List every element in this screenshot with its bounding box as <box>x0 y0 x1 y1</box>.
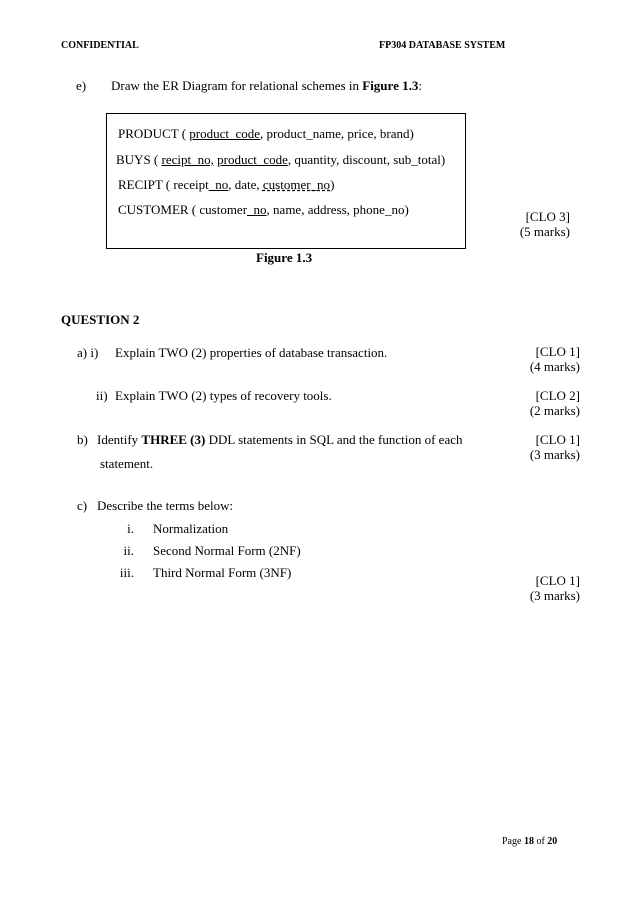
q1e-text-prefix: Draw the ER Diagram for relational schemes in <box>111 78 363 93</box>
q2a-i-clo: [CLO 1] <box>535 344 580 359</box>
scheme-recipt-key: _no <box>208 177 229 192</box>
scheme-buys-key1: recipt_no, <box>161 152 214 167</box>
q2c-item-num: iii. <box>119 565 134 580</box>
q2b-text-bold: THREE (3) <box>141 432 206 447</box>
scheme-recipt-close: ) <box>330 177 335 192</box>
page-mid: of <box>533 836 548 847</box>
scheme-buys <box>116 152 445 168</box>
q2a-ii-text: Explain TWO (2) types of recovery tools. <box>115 388 332 403</box>
q1e-text-suffix: : <box>418 78 422 93</box>
scheme-product <box>118 126 414 142</box>
q2a-i-marks: (4 marks) <box>529 359 580 374</box>
page-prefix: Page <box>502 836 524 847</box>
q2a-ii-label: ii) <box>96 388 108 403</box>
q1e-instruction <box>111 78 422 94</box>
q2c-item-num: ii. <box>123 543 134 558</box>
scheme-customer <box>118 202 409 218</box>
scheme-recipt-mid: , date, <box>228 177 263 192</box>
q2a-ii-clo: [CLO 2] <box>535 388 580 403</box>
q2b-marks: (3 marks) <box>529 447 580 462</box>
scheme-customer-open: CUSTOMER ( customer <box>118 202 248 217</box>
q2c-marks: (3 marks) <box>529 588 580 603</box>
q2c-item-text: Normalization <box>153 521 229 536</box>
q2c-text: Describe the terms below: <box>97 498 234 513</box>
page-current: 18 <box>523 836 534 847</box>
scheme-customer-key: _no <box>247 202 267 217</box>
q2b-text <box>97 432 463 448</box>
q1e-clo: [CLO 3] <box>525 209 570 224</box>
scheme-product-open: PRODUCT ( <box>118 126 190 141</box>
q1e-text-bold: Figure 1.3 <box>362 78 419 93</box>
q2b-text-suffix: DDL statements in SQL and the function of each <box>205 432 463 447</box>
page-total: 20 <box>547 836 558 847</box>
q2c-item-text: Second Normal Form (2NF) <box>153 543 301 558</box>
scheme-buys-rest: , quantity, discount, sub_total) <box>287 152 446 167</box>
q1e-marks: (5 marks) <box>519 224 570 239</box>
q2b-text-line2: statement. <box>100 456 154 471</box>
figure-caption: Figure 1.3 <box>256 250 313 265</box>
scheme-recipt-fk: customer_no <box>262 177 331 192</box>
scheme-product-key: product_code <box>189 126 261 141</box>
q2b-text-prefix: Identify <box>97 432 142 447</box>
q1e-letter: e) <box>76 78 87 93</box>
q2a-i-text: Explain TWO (2) properties of database transaction. <box>115 345 388 360</box>
q2b-clo: [CLO 1] <box>535 432 580 447</box>
q2c-clo: [CLO 1] <box>535 573 580 588</box>
header-course-title: FP304 DATABASE SYSTEM <box>379 40 506 51</box>
scheme-recipt-open: RECIPT ( receipt <box>118 177 209 192</box>
scheme-recipt <box>118 177 334 193</box>
q2b-label: b) <box>77 432 88 447</box>
header-confidential: CONFIDENTIAL <box>61 40 139 51</box>
scheme-product-rest: , product_name, price, brand) <box>260 126 414 141</box>
q2-title: QUESTION 2 <box>61 312 140 327</box>
q2c-label: c) <box>77 498 88 513</box>
scheme-buys-open: BUYS ( <box>116 152 162 167</box>
scheme-buys-key2: product_code <box>217 152 288 167</box>
scheme-customer-rest: , name, address, phone_no) <box>266 202 409 217</box>
q2a-i-label: a) i) <box>77 345 99 360</box>
q2c-item-text: Third Normal Form (3NF) <box>153 565 292 580</box>
q2c-item-num: i. <box>127 521 134 536</box>
page-number <box>502 836 557 847</box>
q2a-ii-marks: (2 marks) <box>529 403 580 418</box>
